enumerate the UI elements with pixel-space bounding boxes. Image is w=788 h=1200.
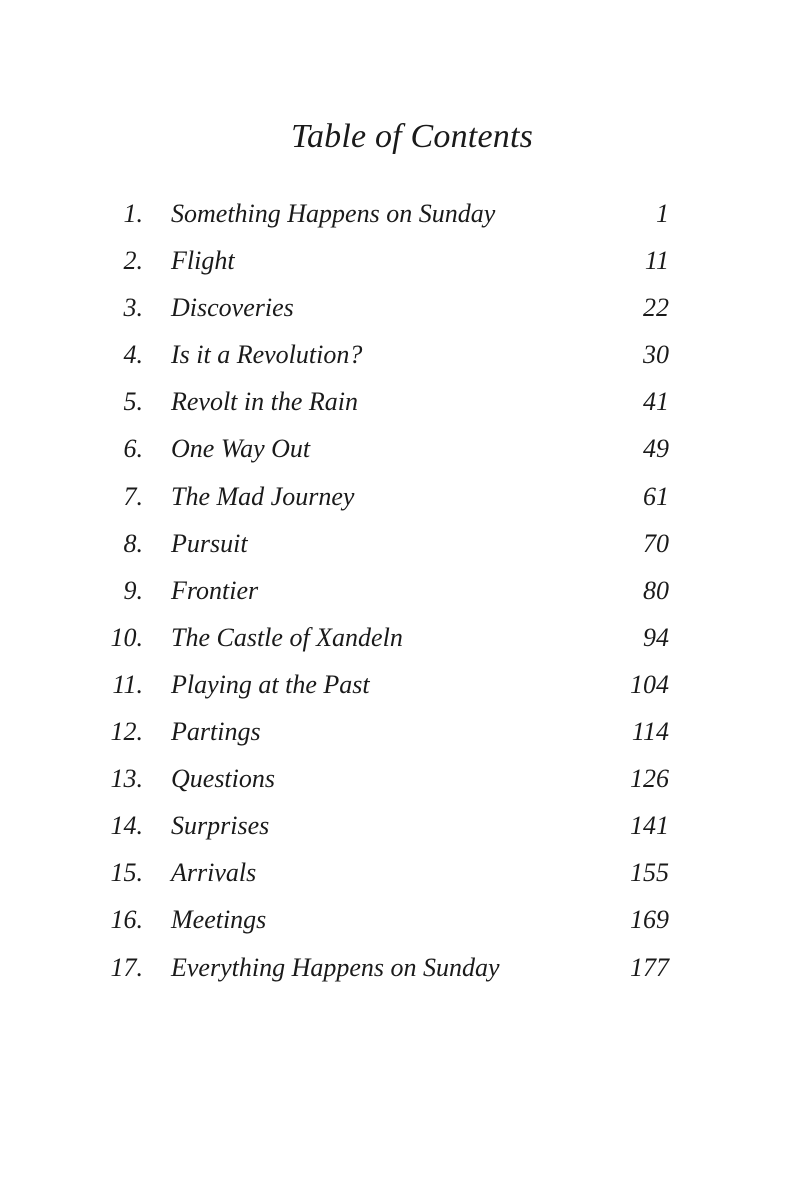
chapter-title: Flight (171, 246, 235, 276)
toc-list (0, 196, 788, 997)
toc-entry (0, 855, 788, 902)
toc-entry (0, 714, 788, 761)
chapter-title: The Castle of Xandeln (171, 622, 403, 652)
chapter-page: 104 (630, 669, 669, 699)
chapter-title: Partings (171, 717, 261, 747)
toc-entry (0, 196, 788, 243)
toc-entry (0, 337, 788, 384)
chapter-page: 70 (643, 528, 669, 558)
chapter-page: 155 (630, 858, 669, 888)
chapter-title: Revolt in the Rain (171, 387, 359, 417)
chapter-title: One Way Out (171, 434, 311, 464)
chapter-title: Frontier (171, 575, 259, 605)
chapter-page: 61 (643, 481, 669, 511)
chapter-title: Questions (171, 764, 275, 794)
toc-entry (0, 384, 788, 431)
chapter-number: 4. (123, 340, 143, 370)
chapter-number: 13. (110, 764, 143, 794)
chapter-number: 1. (123, 199, 143, 228)
chapter-title: Discoveries (171, 293, 294, 323)
chapter-title: The Mad Journey (171, 481, 355, 511)
chapter-title: Everything Happens on Sunday (171, 952, 500, 982)
chapter-number: 12. (110, 717, 143, 747)
chapter-page: 141 (630, 811, 669, 841)
chapter-page: 1 (656, 199, 669, 228)
chapter-page: 49 (643, 434, 669, 464)
chapter-page: 30 (643, 340, 669, 370)
chapter-number: 17. (110, 952, 143, 982)
toc-entry (0, 573, 788, 620)
chapter-number: 2. (123, 246, 143, 276)
chapter-page: 94 (643, 622, 669, 652)
chapter-title: Pursuit (171, 528, 248, 558)
chapter-title: Something Happens on Sunday (171, 199, 496, 228)
chapter-page: 80 (643, 575, 669, 605)
toc-entry (0, 479, 788, 526)
chapter-number: 5. (123, 387, 143, 417)
toc-entry (0, 667, 788, 714)
toc-entry (0, 526, 788, 573)
chapter-number: 15. (110, 858, 143, 888)
chapter-title: Surprises (171, 811, 270, 841)
chapter-page: 126 (630, 764, 669, 794)
chapter-page: 41 (643, 387, 669, 417)
toc-entry (0, 950, 788, 997)
chapter-number: 14. (110, 811, 143, 841)
chapter-number: 11. (112, 669, 143, 699)
chapter-page: 177 (630, 952, 669, 982)
chapter-number: 10. (110, 622, 143, 652)
chapter-page: 11 (644, 246, 669, 276)
toc-entry (0, 761, 788, 808)
chapter-number: 7. (123, 481, 143, 511)
chapter-number: 8. (123, 528, 143, 558)
chapter-title: Meetings (171, 905, 267, 935)
toc-entry (0, 243, 788, 290)
chapter-page: 22 (643, 293, 669, 323)
chapter-page: 169 (630, 905, 669, 935)
toc-entry (0, 290, 788, 337)
chapter-title: Is it a Revolution? (171, 340, 363, 370)
toc-entry (0, 431, 788, 478)
chapter-number: 9. (123, 575, 143, 605)
page-title: Table of Contents (290, 118, 534, 155)
chapter-number: 3. (123, 293, 143, 323)
toc-entry (0, 808, 788, 855)
toc-entry (0, 902, 788, 949)
chapter-title: Playing at the Past (171, 669, 370, 699)
chapter-page: 114 (631, 717, 669, 747)
chapter-number: 6. (123, 434, 143, 464)
chapter-number: 16. (110, 905, 143, 935)
chapter-title: Arrivals (171, 858, 257, 888)
toc-entry (0, 620, 788, 667)
